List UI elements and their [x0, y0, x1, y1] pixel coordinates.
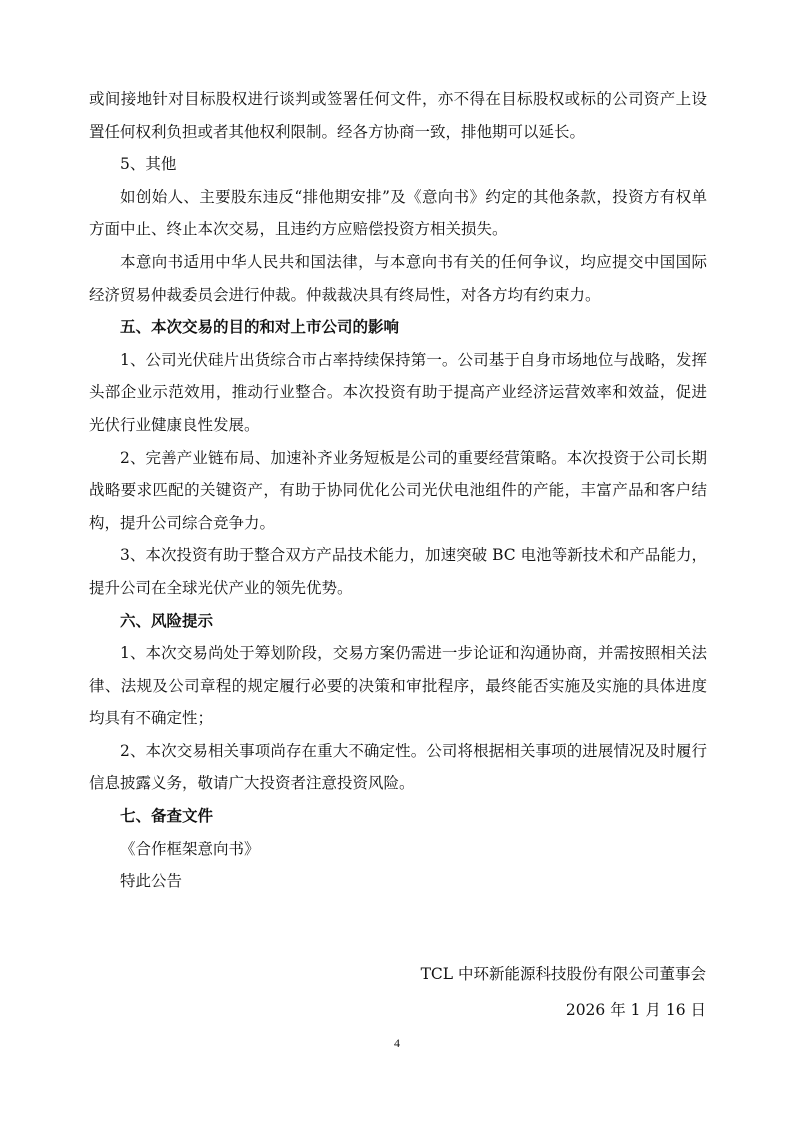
- signature-company: TCL 中环新能源科技股份有限公司董事会: [420, 965, 706, 983]
- paragraph-governing-law: 本意向书适用中华人民共和国法律，与本意向书有关的任何争议，均应提交中国国际经济贸易仲裁委员会进行仲裁。仲裁裁决具有终局性，对各方均有约束力。: [89, 252, 707, 304]
- paragraph-impact-3: 3、本次投资有助于整合双方产品技术能力，加速突破 BC 电池等新技术和产品能力，提升公司在全球光伏产业的领先优势。: [89, 546, 707, 597]
- body-text: [89, 83, 707, 898]
- paragraph-impact-2: 2、完善产业链布局、加速补齐业务短板是公司的重要经营策略。本次投资于公司长期战略要求匹配的关键资产，有助于协同优化公司光伏电池组件的产能，丰富产品和客户结构，提升公司综合竞争力。: [89, 448, 707, 532]
- section-7-heading: 七、备查文件: [120, 806, 214, 826]
- announcement-closing: 特此公告: [120, 872, 183, 891]
- signature-date: 2026 年 1 月 16 日: [565, 1001, 706, 1019]
- reference-document: 《合作框架意向书》: [120, 839, 260, 858]
- paragraph-risk-1: 1、本次交易尚处于筹划阶段，交易方案仍需进一步论证和沟通协商，并需按照相关法律、法规及公司章程的规定履行必要的决策和审批程序，最终能否实施及实施的具体进度均具有不确定性；: [89, 644, 707, 728]
- page-number: 4: [394, 1036, 400, 1050]
- paragraph-impact-1: 1、公司光伏硅片出货综合市占率持续保持第一。公司基于自身市场地位与战略，发挥头部企业示范效用，推动行业整合。本次投资有助于提高产业经济运营效率和效益，促进光伏行业健康良性发展。: [89, 350, 707, 434]
- clause-5-title: 5、其他: [120, 155, 177, 174]
- section-5-heading: 五、本次交易的目的和对上市公司的影响: [120, 317, 400, 337]
- paragraph-risk-2: 2、本次交易相关事项尚存在重大不确定性。公司将根据相关事项的进展情况及时履行信息披露义务，敬请广大投资者注意投资风险。: [89, 741, 707, 793]
- section-6-heading: 六、风险提示: [120, 610, 214, 630]
- paragraph-termination: 如创始人、主要股东违反“排他期安排”及《意向书》约定的其他条款，投资方有权单方面中止、终止本次交易，且违约方应赔偿投资方相关损失。: [89, 187, 707, 239]
- paragraph-exclusivity-end: 或间接地针对目标股权进行谈判或签署任何文件，亦不得在目标股权或标的公司资产上设置任何权利负担或者其他权利限制。经各方协商一致，排他期可以延长。: [89, 90, 707, 141]
